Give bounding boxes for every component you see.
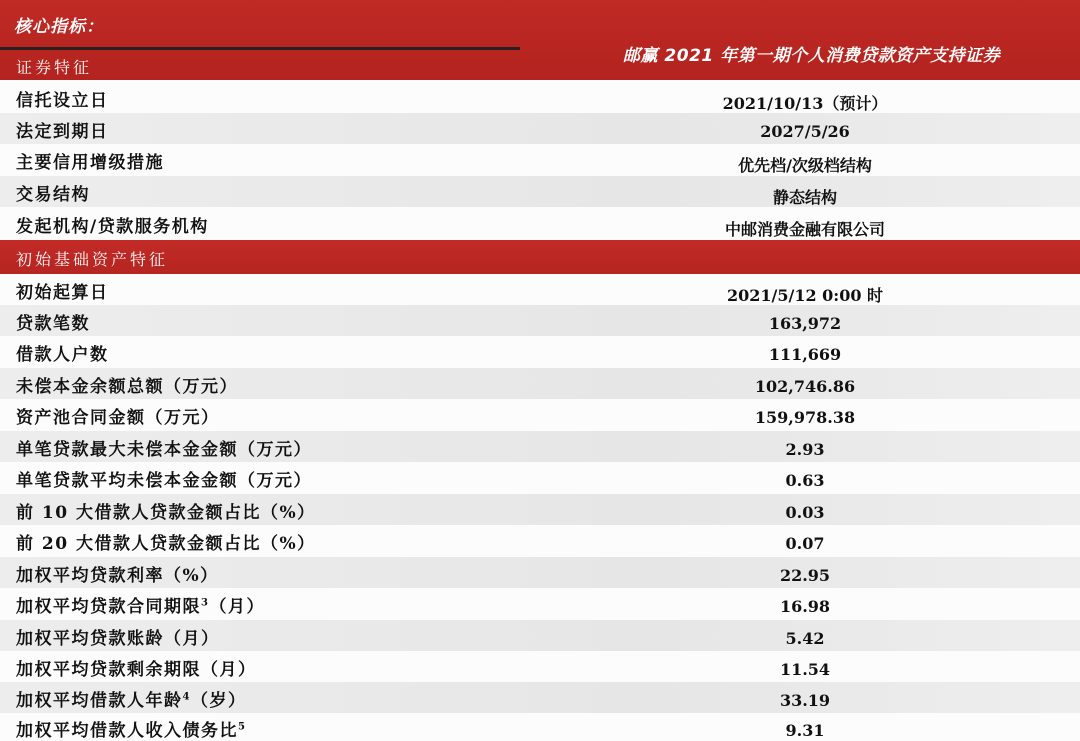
row-value: 2027/5/26 bbox=[760, 122, 850, 141]
row-label-text: 加权平均借款人收入债务比 bbox=[16, 721, 238, 741]
footnote-marker: 4 bbox=[182, 691, 191, 703]
row-label: 法定到期日 bbox=[16, 122, 109, 142]
table-row bbox=[0, 336, 1080, 367]
row-value: 2.93 bbox=[785, 440, 825, 459]
row-label: 初始起算日 bbox=[16, 283, 109, 303]
product-name: 邮赢 2021 年第一期个人消费贷款资产支持证券 bbox=[623, 46, 1001, 66]
row-label: 信托设立日 bbox=[16, 91, 109, 111]
row-label: 借款人户数 bbox=[16, 345, 109, 365]
row-value: 2021/10/13（预计） bbox=[722, 94, 888, 113]
table-row bbox=[0, 557, 1080, 588]
table-row bbox=[0, 368, 1080, 399]
section-header-assets bbox=[0, 240, 1080, 274]
table-row bbox=[0, 113, 1080, 144]
row-label: 单笔贷款最大未偿本金金额（万元） bbox=[16, 440, 312, 460]
row-label: 交易结构 bbox=[16, 185, 90, 205]
row-value: 优先档/次级档结构 bbox=[738, 156, 872, 175]
table-row bbox=[0, 525, 1080, 556]
table-row bbox=[0, 712, 1080, 739]
footnote-marker: 5 bbox=[238, 721, 247, 733]
table-header bbox=[0, 0, 1080, 80]
row-label: 未偿本金余额总额（万元） bbox=[16, 377, 238, 397]
row-value: 163,972 bbox=[768, 314, 842, 333]
table-row bbox=[0, 305, 1080, 336]
row-value: 102,746.86 bbox=[754, 377, 856, 396]
footnote-marker: 3 bbox=[201, 597, 210, 609]
row-value: 111,669 bbox=[768, 345, 842, 364]
row-label: 单笔贷款平均未偿本金金额（万元） bbox=[16, 471, 312, 491]
row-label-text: 加权平均贷款合同期限 bbox=[16, 597, 201, 617]
row-label: 贷款笔数 bbox=[16, 314, 90, 334]
table-row bbox=[0, 399, 1080, 430]
row-value: 2021/5/12 0:00 时 bbox=[726, 286, 884, 305]
row-label: 加权平均贷款利率（%） bbox=[16, 566, 219, 586]
row-label bbox=[16, 592, 265, 617]
row-value: 33.19 bbox=[779, 691, 831, 710]
row-label: 资产池合同金额（万元） bbox=[16, 408, 220, 428]
table-row bbox=[0, 176, 1080, 207]
row-value: 11.54 bbox=[779, 660, 831, 679]
table-row bbox=[0, 431, 1080, 462]
row-value: 0.03 bbox=[785, 503, 825, 522]
row-label bbox=[16, 716, 246, 741]
row-value: 159,978.38 bbox=[754, 408, 856, 427]
row-label bbox=[16, 686, 246, 711]
table-row bbox=[0, 462, 1080, 493]
table-row bbox=[0, 82, 1080, 113]
row-label: 前 10 大借款人贷款金额占比（%） bbox=[16, 503, 316, 523]
row-label: 前 20 大借款人贷款金额占比（%） bbox=[16, 534, 316, 554]
table-row bbox=[0, 588, 1080, 619]
table-row bbox=[0, 208, 1080, 239]
row-value: 0.07 bbox=[785, 534, 825, 553]
row-value: 9.31 bbox=[785, 721, 825, 740]
table-row bbox=[0, 144, 1080, 175]
row-value: 0.63 bbox=[785, 471, 825, 490]
section-title-assets: 初始基础资产特征 bbox=[16, 250, 169, 269]
table-row bbox=[0, 620, 1080, 651]
row-label-unit: （岁） bbox=[190, 691, 247, 711]
row-label: 主要信用增级措施 bbox=[16, 153, 164, 173]
row-label: 加权平均贷款账龄（月） bbox=[16, 629, 220, 649]
row-value: 中邮消费金融有限公司 bbox=[724, 220, 886, 239]
table-row bbox=[0, 682, 1080, 713]
table-row bbox=[0, 494, 1080, 525]
core-indicators-title: 核心指标： bbox=[14, 17, 104, 37]
row-label-unit: （月） bbox=[209, 597, 265, 617]
row-value: 22.95 bbox=[779, 566, 831, 585]
table-row bbox=[0, 651, 1080, 682]
row-value: 静态结构 bbox=[772, 188, 838, 207]
table-row bbox=[0, 274, 1080, 305]
row-label-text: 加权平均借款人年龄 bbox=[16, 691, 183, 711]
row-value: 5.42 bbox=[785, 629, 825, 648]
row-value: 16.98 bbox=[779, 597, 831, 616]
row-label: 加权平均贷款剩余期限（月） bbox=[16, 660, 257, 680]
row-label: 发起机构/贷款服务机构 bbox=[16, 217, 209, 237]
header-rule bbox=[0, 47, 520, 50]
section-title-securities: 证券特征 bbox=[16, 58, 93, 77]
